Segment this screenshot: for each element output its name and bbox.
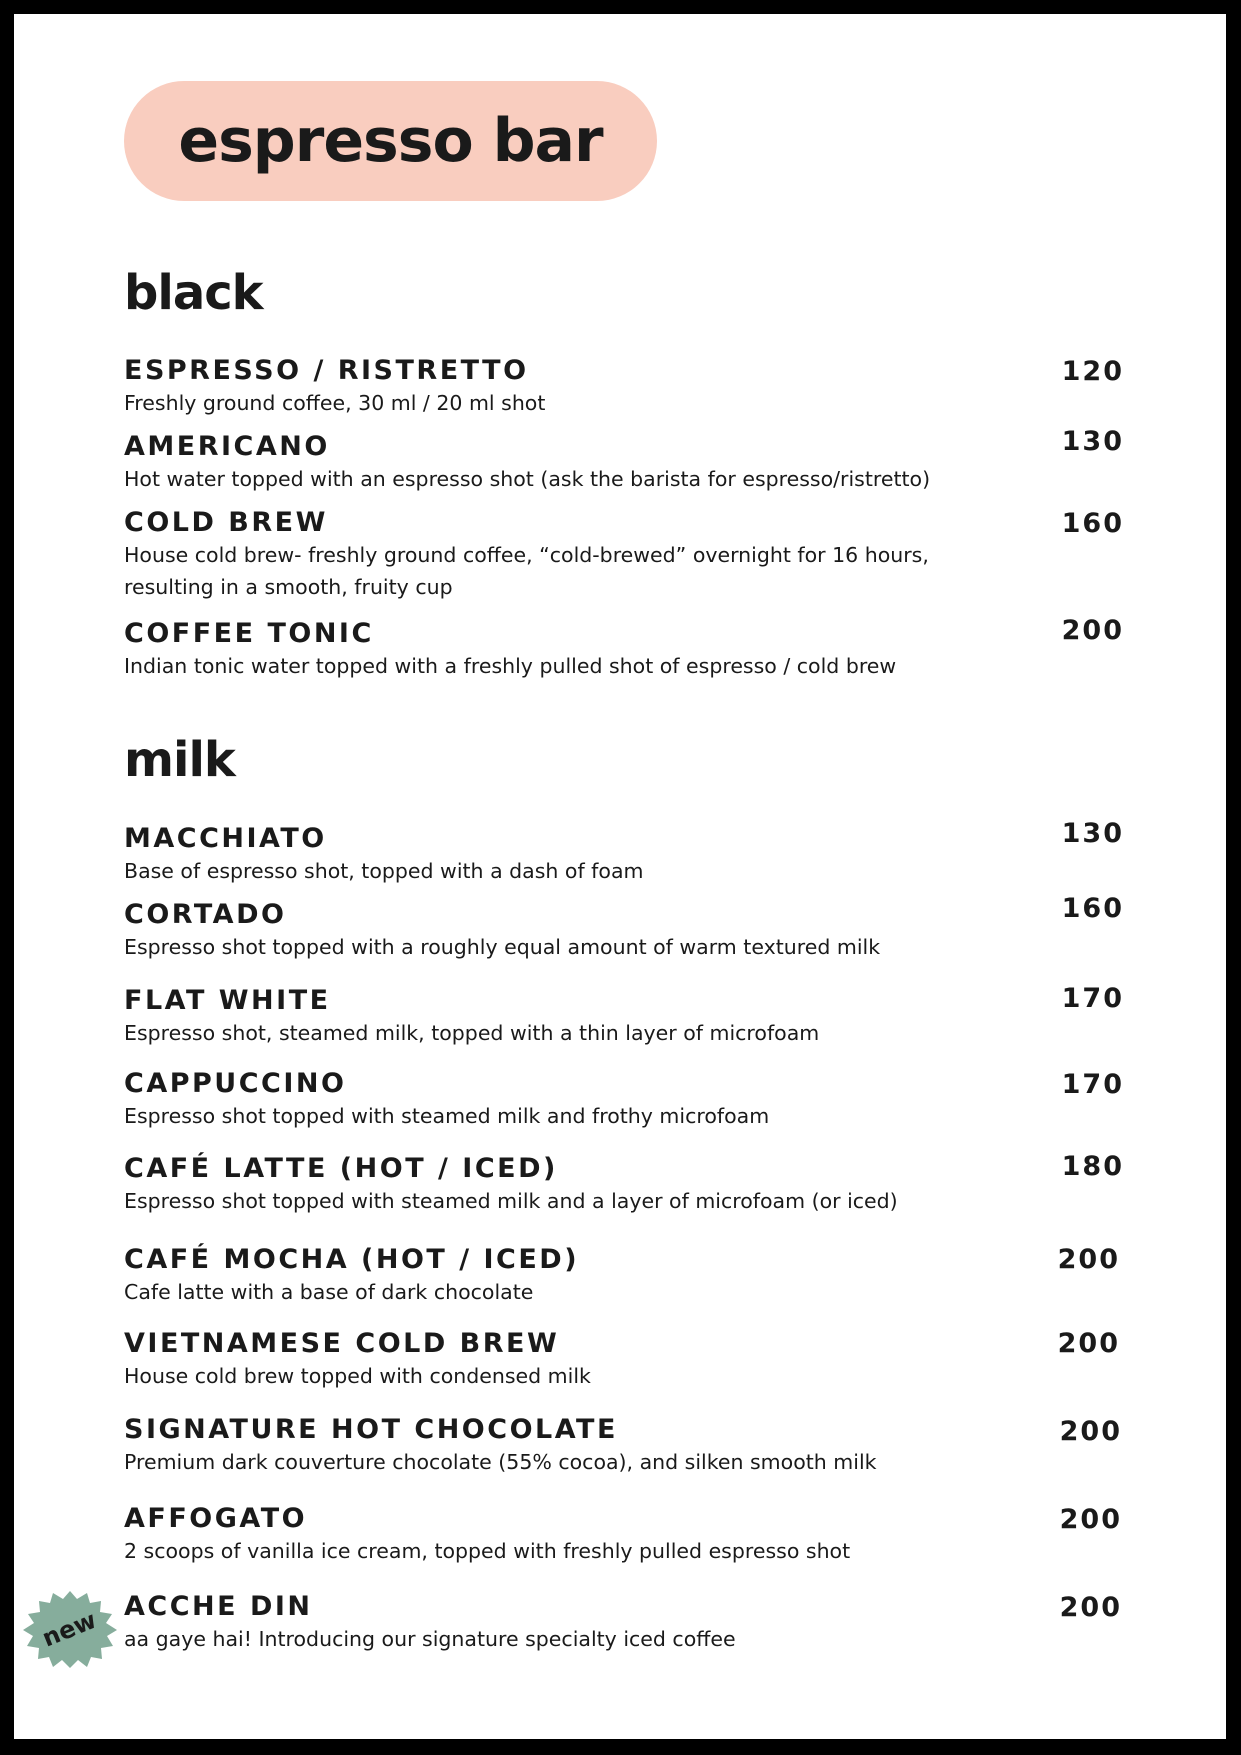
item-price: 180 xyxy=(1061,1151,1124,1182)
menu-item xyxy=(124,356,1124,419)
item-price: 200 xyxy=(1059,1416,1122,1447)
item-name: MACCHIATO xyxy=(124,823,327,854)
menu-item xyxy=(124,893,1124,963)
title-pill xyxy=(124,81,657,201)
item-name: VIETNAMESE COLD BREW xyxy=(124,1328,560,1359)
item-description: Freshly ground coffee, 30 ml / 20 ml shot xyxy=(124,391,546,415)
item-description: aa gaye hai! Introducing our signature specialty iced coffee xyxy=(124,1627,736,1651)
item-description: Cafe latte with a base of dark chocolate xyxy=(124,1280,534,1304)
new-badge xyxy=(20,1589,120,1669)
item-description: Base of espresso shot, topped with a dash of foam xyxy=(124,859,644,883)
menu-item xyxy=(124,426,1124,495)
item-name: AMERICANO xyxy=(124,431,330,462)
item-description: Espresso shot topped with a roughly equal amount of warm textured milk xyxy=(124,935,881,959)
item-price: 160 xyxy=(1061,508,1124,539)
item-description: House cold brew topped with condensed milk xyxy=(124,1364,591,1388)
menu-item xyxy=(124,508,1124,603)
section-heading-black: black xyxy=(124,265,263,321)
item-price: 200 xyxy=(1059,1592,1122,1623)
item-name: AFFOGATO xyxy=(124,1503,308,1534)
item-description: Hot water topped with an espresso shot (ask the barista for espresso/ristretto) xyxy=(124,467,931,491)
item-price: 200 xyxy=(1057,1328,1120,1359)
item-price: 170 xyxy=(1061,1069,1124,1100)
item-description: House cold brew- freshly ground coffee, “cold-brewed” overnight for 16 hours, resulting in a smooth, fruity cup xyxy=(124,543,929,599)
item-description: Premium dark couverture chocolate (55% cocoa), and silken smooth milk xyxy=(124,1450,877,1474)
item-price: 120 xyxy=(1061,356,1124,387)
item-price: 130 xyxy=(1061,818,1124,849)
item-name: ESPRESSO / RISTRETTO xyxy=(124,355,529,386)
menu-item xyxy=(124,1245,1124,1308)
menu-item xyxy=(124,818,1124,887)
item-name: COFFEE TONIC xyxy=(124,618,374,649)
menu-item xyxy=(124,983,1124,1049)
item-name: SIGNATURE HOT CHOCOLATE xyxy=(124,1414,618,1445)
item-name: FLAT WHITE xyxy=(124,985,331,1016)
item-name: ACCHE DIN xyxy=(124,1591,313,1622)
item-price: 170 xyxy=(1061,983,1124,1014)
new-badge-label: new xyxy=(38,1605,101,1653)
item-name: CAFÉ LATTE (HOT / ICED) xyxy=(124,1153,558,1184)
item-description: Espresso shot topped with steamed milk and frothy microfoam xyxy=(124,1104,770,1128)
menu-title: espresso bar xyxy=(178,106,603,176)
item-description: Espresso shot, steamed milk, topped with a thin layer of microfoam xyxy=(124,1021,820,1045)
item-price: 130 xyxy=(1061,426,1124,457)
menu-item xyxy=(124,1415,1124,1478)
item-price: 200 xyxy=(1061,615,1124,646)
item-name: CAPPUCCINO xyxy=(124,1068,347,1099)
item-description: Indian tonic water topped with a freshly pulled shot of espresso / cold brew xyxy=(124,654,897,678)
item-description: 2 scoops of vanilla ice cream, topped with freshly pulled espresso shot xyxy=(124,1539,851,1563)
menu-item xyxy=(124,1592,1124,1655)
item-price: 200 xyxy=(1059,1504,1122,1535)
item-description: Espresso shot topped with steamed milk and a layer of microfoam (or iced) xyxy=(124,1189,898,1213)
item-name: CAFÉ MOCHA (HOT / ICED) xyxy=(124,1244,580,1275)
menu-item xyxy=(124,1151,1124,1217)
menu-item xyxy=(124,1504,1124,1567)
menu-page xyxy=(14,14,1226,1739)
menu-item xyxy=(124,1329,1124,1392)
item-price: 160 xyxy=(1061,893,1124,924)
starburst-badge-icon xyxy=(20,1589,120,1669)
menu-item xyxy=(124,615,1124,682)
item-name: COLD BREW xyxy=(124,507,328,538)
item-price: 200 xyxy=(1057,1244,1120,1275)
section-heading-milk: milk xyxy=(124,732,235,788)
menu-item xyxy=(124,1069,1124,1132)
item-name: CORTADO xyxy=(124,899,287,930)
